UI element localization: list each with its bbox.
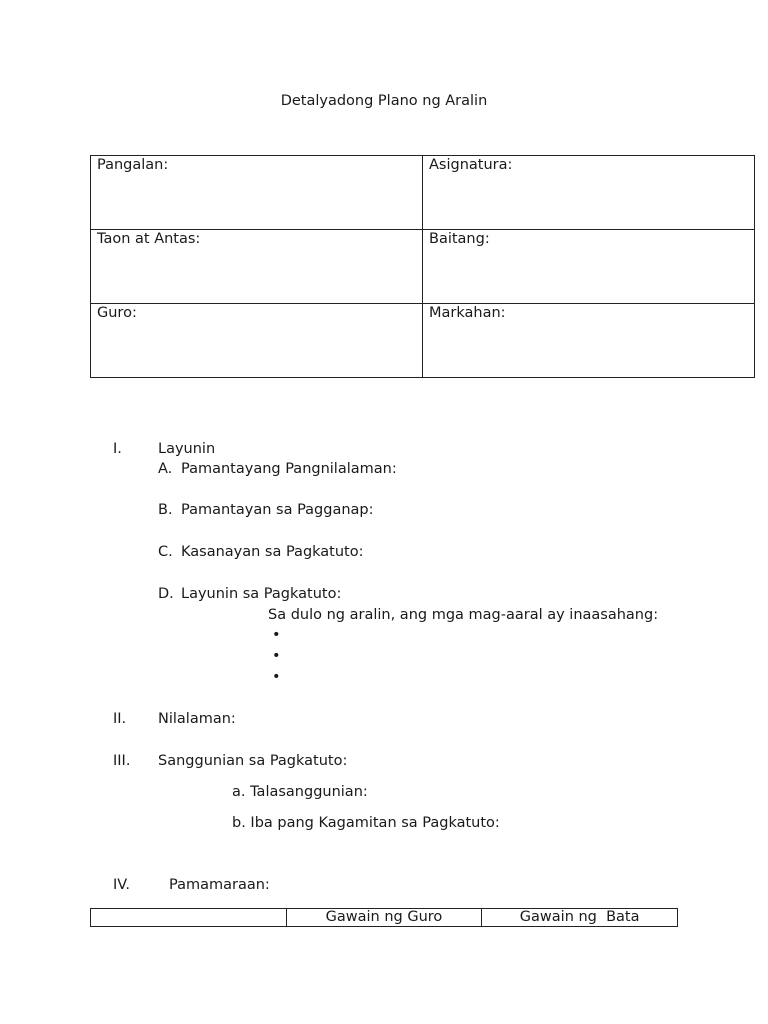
section-ii-numeral: II. [113, 711, 127, 727]
bullet-3: • [272, 669, 281, 685]
procedure-header-bata: Gawain ng Bata [482, 909, 678, 927]
table-row [91, 304, 755, 378]
field-asignatura: Asignatura: [423, 156, 755, 230]
field-markahan: Markahan: [423, 304, 755, 378]
sub-iba-pang-kagamitan: b. Iba pang Kagamitan sa Pagkatuto: [232, 815, 500, 831]
section-ii-label: Nilalaman: [158, 711, 236, 727]
field-guro: Guro: [91, 304, 423, 378]
item-b-text: Pamantayan sa Pagganap: [181, 502, 374, 518]
section-iii-label: Sanggunian sa Pagkatuto: [158, 753, 348, 769]
item-a-text: Pamantayang Pangnilalaman: [181, 461, 397, 477]
item-d-letter: D. [158, 586, 174, 602]
table-row [91, 909, 678, 927]
procedure-header-guro: Gawain ng Guro [286, 909, 482, 927]
section-i-numeral: I. [113, 441, 122, 457]
item-d-text: Layunin sa Pagkatuto: [181, 586, 342, 602]
item-b-letter: B. [158, 502, 173, 518]
section-iv-numeral: IV. [113, 877, 130, 893]
section-i-label: Layunin [158, 441, 216, 457]
sub-talasanggunian: a. Talasanggunian: [232, 784, 368, 800]
field-taon-at-antas: Taon at Antas: [91, 230, 423, 304]
bullet-1: • [272, 627, 281, 643]
field-baitang: Baitang: [423, 230, 755, 304]
objectives-intro: Sa dulo ng aralin, ang mga mag-aaral ay inaasahang: [268, 607, 659, 623]
item-c-letter: C. [158, 544, 173, 560]
document-title: Detalyadong Plano ng Aralin [280, 93, 488, 109]
field-pangalan: Pangalan: [91, 156, 423, 230]
table-row [91, 230, 755, 304]
bullet-2: • [272, 648, 281, 664]
item-c-text: Kasanayan sa Pagkatuto: [181, 544, 364, 560]
section-iv-label: Pamamaraan: [169, 877, 270, 893]
section-iii-numeral: III. [113, 753, 131, 769]
procedure-table [90, 908, 678, 927]
table-row [91, 156, 755, 230]
info-table [90, 155, 755, 378]
item-a-letter: A. [158, 461, 173, 477]
procedure-header-blank [91, 909, 287, 927]
